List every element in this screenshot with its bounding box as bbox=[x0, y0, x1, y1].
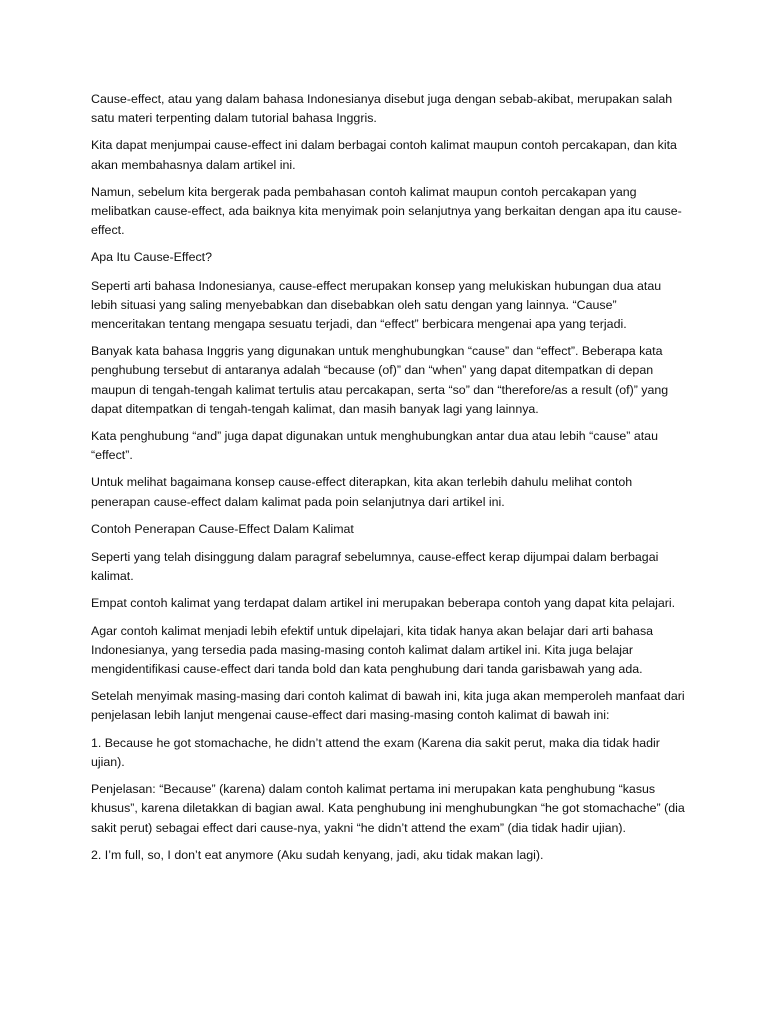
paragraph-and-connector: Kata penghubung “and” juga dapat digunakan untuk menghubungkan antar dua atau lebih “cause” atau “effect”. bbox=[91, 429, 658, 463]
paragraph-contoh-3: Agar contoh kalimat menjadi lebih efektif untuk dipelajari, kita tidak hanya akan belajar dari arti bahasa Indonesianya, yang tersedia pada masing-masing contoh kalimat dalam artikel ini. Kita juga belajar mengidentifikasi cause-effect dari tanda bold dan kata penghubung dari tanda garisbawah yang ada. bbox=[91, 623, 654, 677]
section-heading-contoh: Contoh Penerapan Cause-Effect Dalam Kalimat bbox=[91, 521, 354, 536]
document-body bbox=[91, 90, 687, 873]
paragraph-contoh-2: Empat contoh kalimat yang terdapat dalam artikel ini merupakan beberapa contoh yang dapat kita pelajari. bbox=[91, 596, 676, 611]
section-heading-apa-itu: Apa Itu Cause-Effect? bbox=[91, 250, 212, 265]
paragraph-connectors: Banyak kata bahasa Inggris yang digunakan untuk menghubungkan “cause” dan “effect”. Beberapa kata penghubung tersebut di antaranya adalah “because (of)” dan “when” yang dapat ditempatkan di depan maupun di tengah-tengah kalimat tertulis atau percakapan, serta “so” dan “therefore/as a result (of)” yang dapat ditempatkan di tengah-tengah kalimat, dan masih banyak lagi yang lainnya. bbox=[91, 344, 669, 416]
explanation-1: Penjelasan: “Because” (karena) dalam contoh kalimat pertama ini merupakan kata penghubung “kasus khusus”, karena diletakkan di bagian awal. Kata penghubung ini menghubungkan “he got stomachache” (dia sakit perut) sebagai effect dari cause-nya, yakni “he didn’t attend the exam” (dia tidak hadir ujian). bbox=[91, 782, 685, 835]
paragraph-definition: Seperti arti bahasa Indonesianya, cause-effect merupakan konsep yang melukiskan hubungan dua atau lebih situasi yang saling menyebabkan dan disebabkan oleh satu dengan yang lainnya. “Cause” menceritakan tentang mengapa sesuatu terjadi, dan “effect” berbicara mengenai apa yang terjadi. bbox=[91, 278, 662, 332]
paragraph-contoh-1: Seperti yang telah disinggung dalam paragraf sebelumnya, cause-effect kerap dijumpai dalam berbagai kalimat. bbox=[91, 550, 659, 584]
example-sentence-1: 1. Because he got stomachache, he didn’t attend the exam (Karena dia sakit perut, maka dia tidak hadir ujian). bbox=[91, 735, 660, 769]
paragraph-intro-3: Namun, sebelum kita bergerak pada pembahasan contoh kalimat maupun contoh percakapan yang melibatkan cause-effect, ada baiknya kita menyimak poin selanjutnya yang berkaitan dengan apa itu cause-effect. bbox=[91, 184, 682, 238]
paragraph-intro: Cause-effect, atau yang dalam bahasa Indonesianya disebut juga dengan sebab-akibat, merupakan salah satu materi terpenting dalam tutorial bahasa Inggris. bbox=[91, 92, 673, 126]
paragraph-intro-2: Kita dapat menjumpai cause-effect ini dalam berbagai contoh kalimat maupun contoh percakapan, dan kita akan membahasnya dalam artikel ini. bbox=[91, 138, 677, 172]
example-sentence-2: 2. I’m full, so, I don’t eat anymore (Aku sudah kenyang, jadi, aku tidak makan lagi). bbox=[91, 847, 544, 862]
paragraph-contoh-4: Setelah menyimak masing-masing dari contoh kalimat di bawah ini, kita juga akan memperoleh manfaat dari penjelasan lebih lanjut mengenai cause-effect dari masing-masing contoh kalimat di bawah ini: bbox=[91, 689, 685, 723]
paragraph-transition: Untuk melihat bagaimana konsep cause-effect diterapkan, kita akan terlebih dahulu melihat contoh penerapan cause-effect dalam kalimat pada poin selanjutnya dari artikel ini. bbox=[91, 475, 633, 509]
